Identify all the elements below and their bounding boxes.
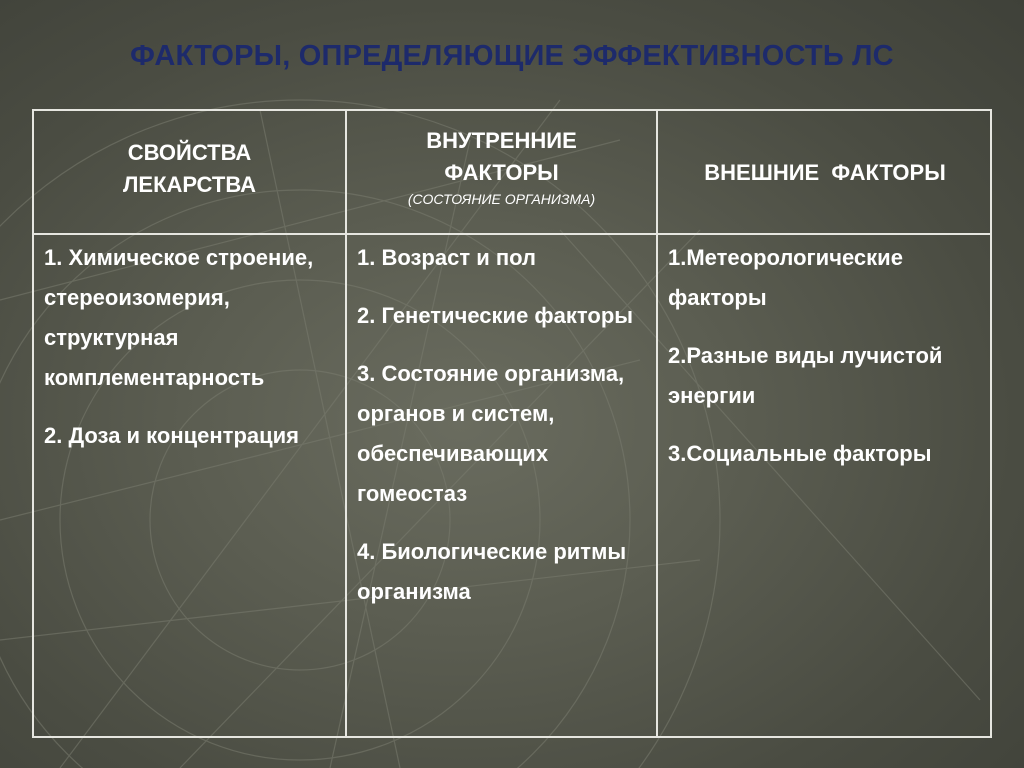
header-line: ВНЕШНИЕ ФАКТОРЫ bbox=[704, 160, 946, 185]
header-line: СВОЙСТВА bbox=[127, 140, 252, 165]
header-line: ВНУТРЕННИЕ bbox=[426, 128, 577, 153]
header-external-factors bbox=[658, 157, 992, 189]
page-title: ФАКТОРЫ, ОПРЕДЕЛЯЮЩИЕ ЭФФЕКТИВНОСТЬ ЛС bbox=[130, 40, 894, 72]
header-line: ФАКТОРЫ bbox=[444, 160, 559, 185]
header-line: ЛЕКАРСТВА bbox=[122, 172, 256, 197]
list-item: 2. Генетические факторы bbox=[357, 303, 634, 328]
list-item: 1. Возраст и пол bbox=[357, 245, 537, 270]
list-item: 3. Состояние организма, органов и систем, обеспечивающих гомеостаз bbox=[357, 361, 625, 506]
header-internal-factors bbox=[347, 125, 656, 209]
header-drug-properties bbox=[34, 137, 345, 201]
factors-table bbox=[32, 109, 992, 738]
column-internal-factors bbox=[347, 238, 656, 630]
list-item: 2. Доза и концентрация bbox=[44, 423, 300, 448]
list-item: 2.Разные виды лучистой энергии bbox=[668, 343, 943, 408]
list-item: 4. Биологические ритмы организма bbox=[357, 539, 627, 604]
header-divider bbox=[34, 233, 990, 235]
list-item: 1. Химическое строение, стереоизомерия, структурная комплементарность bbox=[44, 245, 314, 390]
column-external-factors bbox=[658, 238, 992, 492]
list-item: 3.Социальные факторы bbox=[668, 441, 932, 466]
column-drug-properties bbox=[34, 238, 345, 474]
header-note: (СОСТОЯНИЕ ОРГАНИЗМА) bbox=[407, 191, 596, 207]
list-item: 1.Метеорологические факторы bbox=[668, 245, 903, 310]
